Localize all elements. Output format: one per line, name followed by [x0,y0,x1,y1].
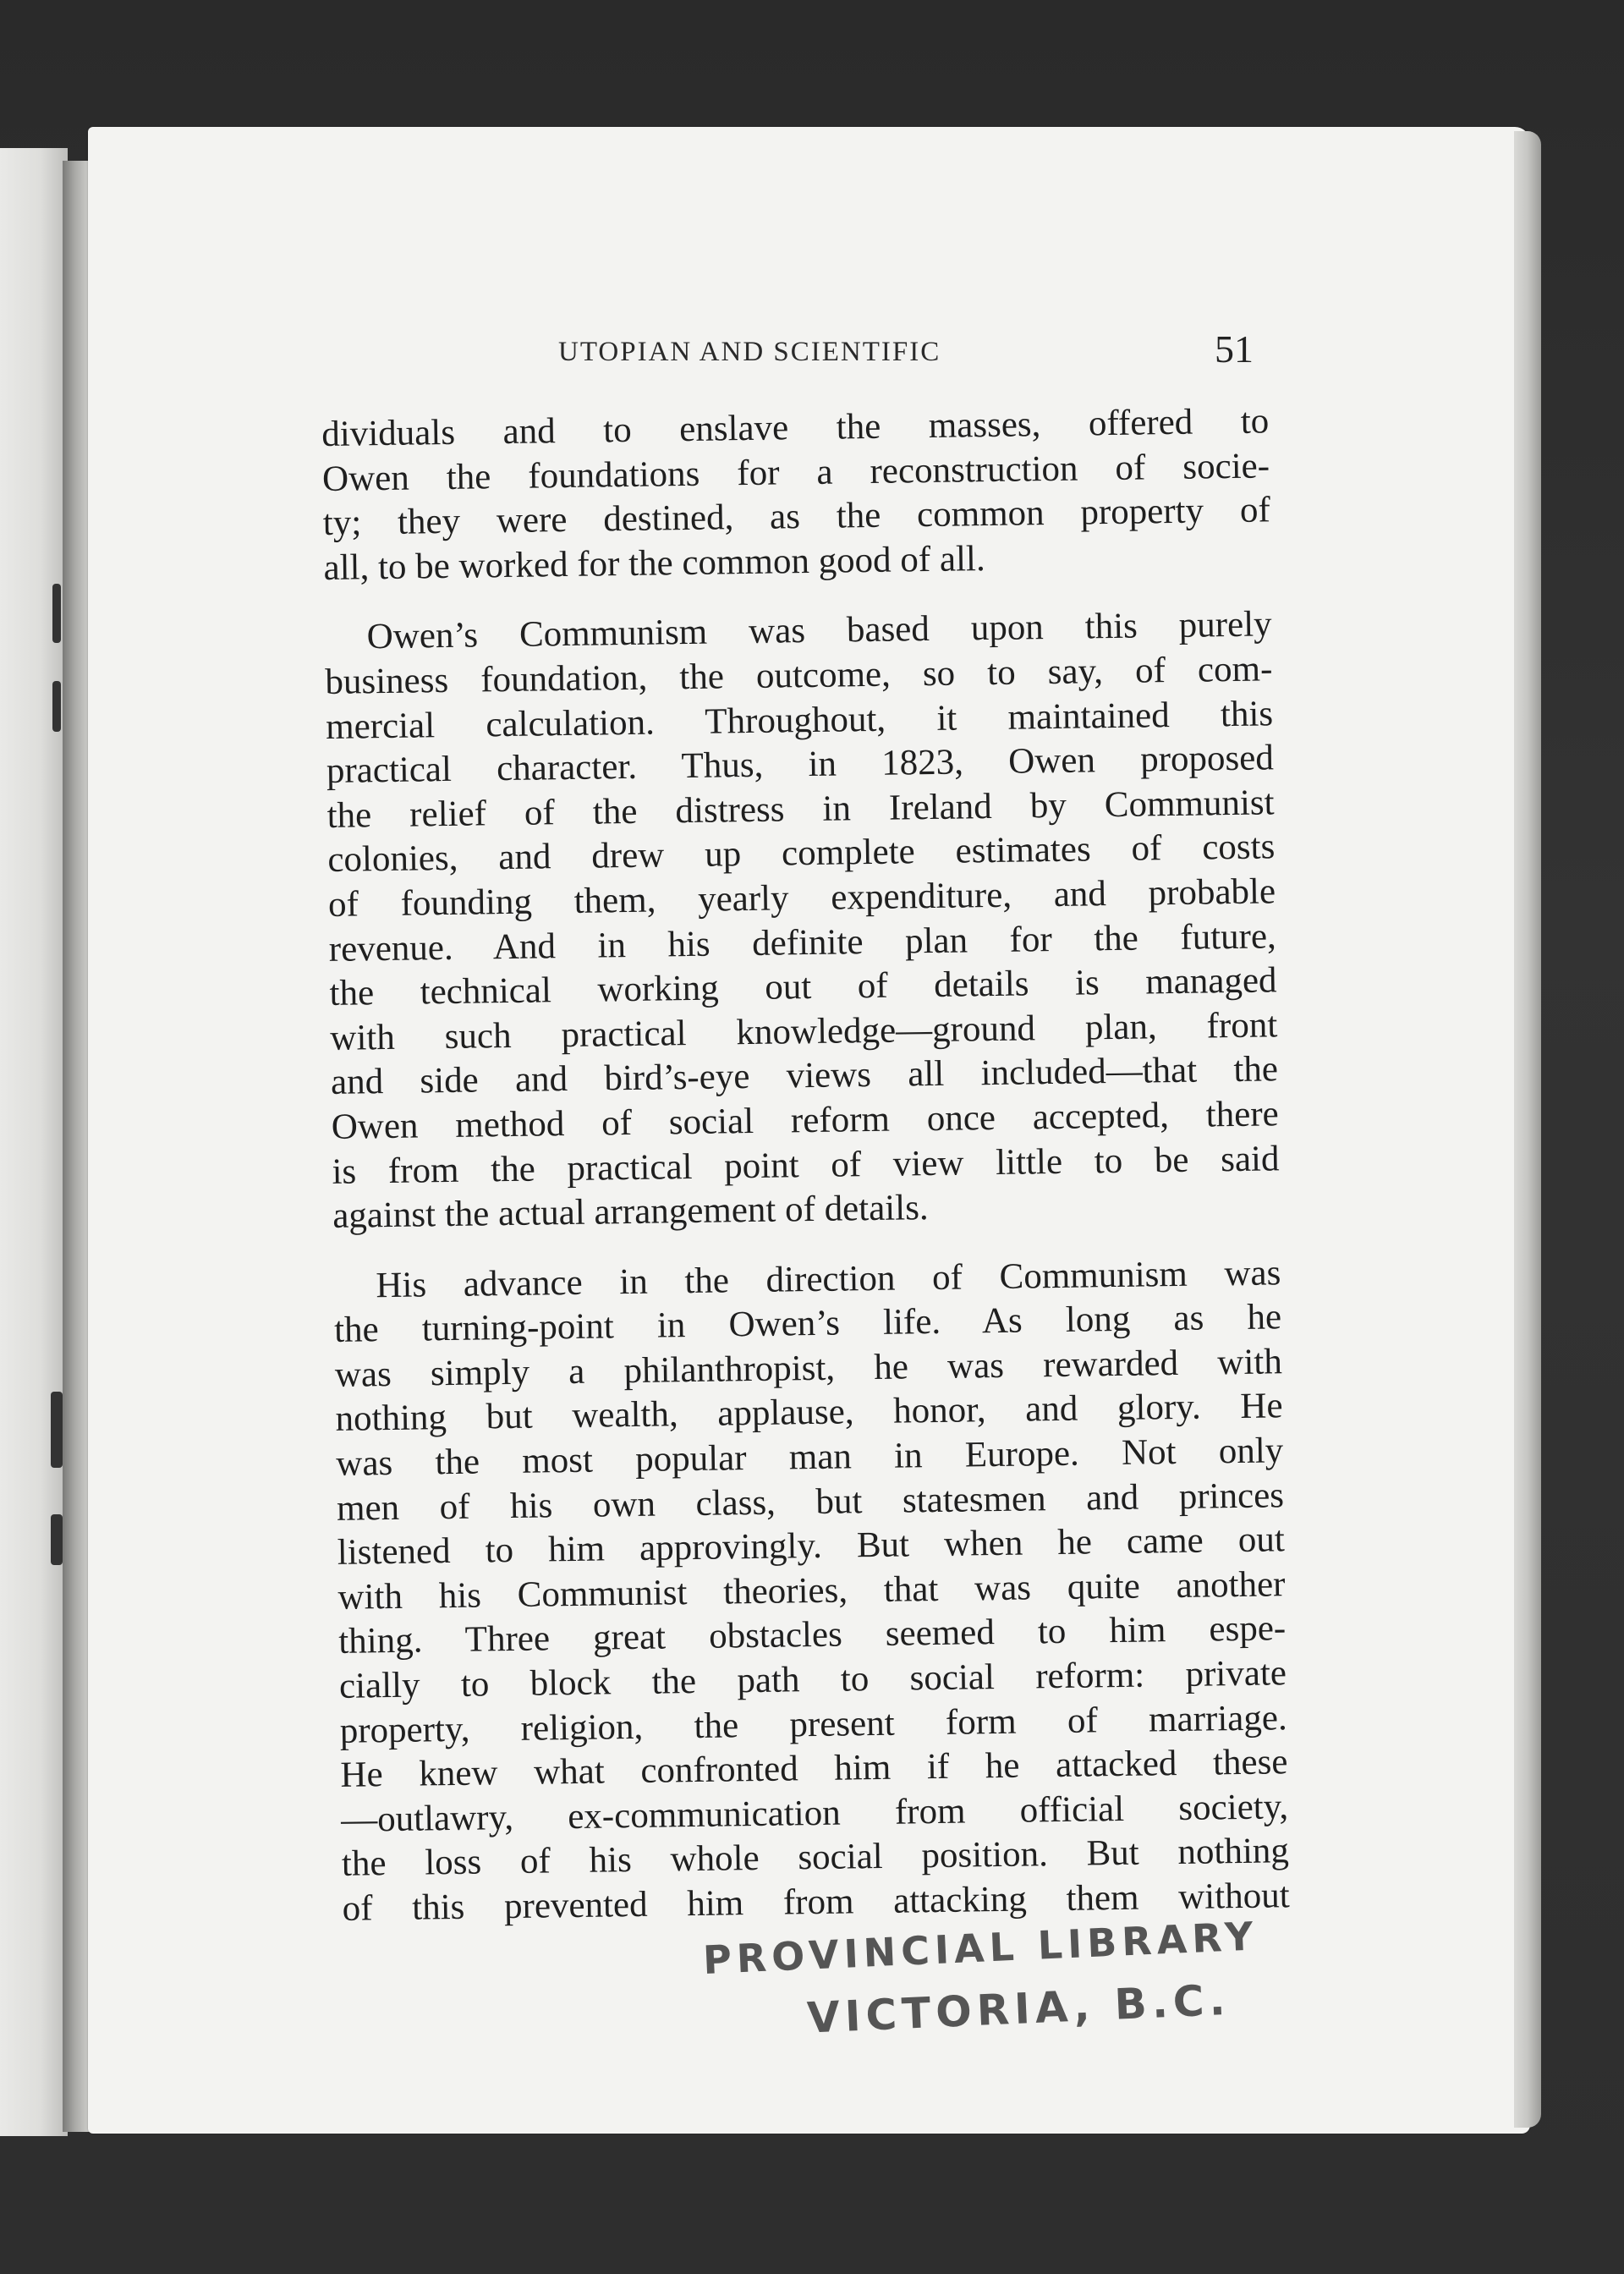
text-line: was the most popular man in Europe. Not only [336,1431,1284,1484]
text-line: Owen’s Communism was based upon this purely [366,604,1272,657]
running-head: UTOPIAN AND SCIENTIFIC [558,337,941,367]
margin-mark [52,681,61,732]
text-line: listened to him approvingly. But when he came out [337,1519,1286,1574]
text-line: He knew what confronted him if he attacked these [340,1742,1288,1796]
text-line: practical character. Thus, in 1823, Owen proposed [326,738,1275,792]
text-line: —outlawry, ex-communication from official society, [340,1787,1289,1840]
text-line: against the actual arrangement of details. [332,1188,929,1236]
text-line: was simply a philanthropist, he was rewarded with [334,1342,1283,1395]
text-line: with his Communist theories, that was quite another [337,1564,1286,1618]
paragraph [333,1251,1290,1931]
text-line: property, religion, the present form of marriage. [339,1697,1287,1751]
text-line: the relief of the distress in Ireland by Communist [326,783,1275,836]
stamp-line: PROVINCIAL LIBRARY [702,1913,1259,1983]
paragraph [324,603,1280,1239]
text-line: dividuals and to enslave the masses, offered to [321,401,1270,454]
body-text [321,399,1290,1931]
page-edge [1514,131,1541,2128]
text-line: with such practical knowledge—ground plan, front [329,1005,1278,1058]
margin-mark [52,584,61,643]
margin-mark [51,1514,63,1565]
text-line: the loss of his whole social position. But nothing [341,1831,1290,1885]
text-line: nothing but wealth, applause, honor, and glory. He [335,1386,1283,1440]
text-line: business foundation, the outcome, so to say, of com- [325,649,1273,702]
text-line: Owen method of social reform once accepted, there [331,1094,1280,1147]
text-line: His advance in the direction of Communism was [376,1252,1281,1305]
text-line: of founding them, yearly expenditure, and probable [327,871,1276,925]
page-number: 51 [1215,327,1254,371]
text-line: of this prevented him from attacking them without [342,1876,1290,1929]
text-line: is from the practical point of view little to be said [332,1138,1280,1192]
text-line: Owen the foundations for a reconstruction of socie- [321,445,1270,499]
text-line: thing. Three great obstacles seemed to him espe- [337,1608,1287,1662]
text-line: cially to block the path to social reform: private [338,1653,1287,1706]
text-line: the technical working out of details is managed [329,960,1277,1014]
paragraph [321,399,1271,590]
text-line: men of his own class, but statesmen and princes [336,1475,1285,1529]
margin-mark [51,1392,63,1468]
facing-page-edge [0,148,68,2136]
text-line: the turning-point in Owen’s life. As long as he [333,1297,1282,1351]
text-line: and side and bird’s-eye views all included—that the [330,1049,1279,1103]
text-line: colonies, and drew up complete estimates of costs [327,827,1276,881]
text-line: mercial calculation. Throughout, it maintained this [325,693,1274,747]
text-line: revenue. And in his definite plan for the future, [328,915,1277,969]
text-line: all, to be worked for the common good of all. [323,538,985,588]
stamp-line: VICTORIA, B.C. [806,1975,1232,2043]
text-line: ty; they were destined, as the common property of [322,490,1271,544]
